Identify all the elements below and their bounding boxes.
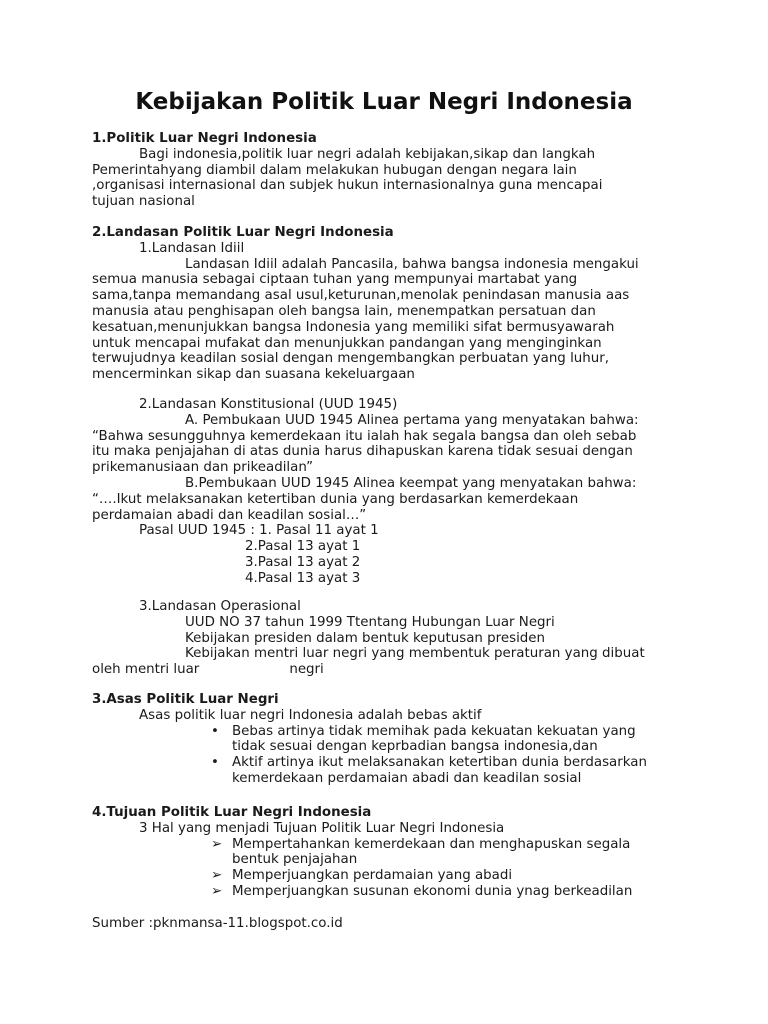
quote-line: perdamaian abadi dan keadilan sosial…” [92, 507, 367, 523]
quote-line: prikemanusiaan dan prikeadilan” [92, 460, 314, 476]
paragraph-line: B.Pembukaan UUD 1945 Alinea keempat yang menyatakan bahwa: [185, 475, 637, 491]
section-heading: 1.Politik Luar Negri Indonesia [92, 131, 317, 146]
bullet-icon: • [211, 723, 219, 739]
paragraph-line: Kebijakan presiden dalam bentuk keputusan presiden [185, 630, 546, 646]
bullet-text: kemerdekaan perdamaian abadi dan keadilan sosial [232, 770, 582, 786]
section-landasan [92, 225, 692, 383]
paragraph-line: manusia atau penghisapan oleh bangsa lain, menempatkan persatuan dan [92, 303, 596, 319]
arrow-bullet-icon: ➢ [211, 883, 223, 899]
paragraph-line: 3 Hal yang menjadi Tujuan Politik Luar Negri Indonesia [139, 820, 505, 836]
arrow-list-item [92, 868, 692, 884]
section-politik-luar-negri [92, 131, 692, 210]
paragraph-line: untuk mencapai mufakat dan menunjukkan pandangan yang menginginkan [92, 335, 602, 351]
bullet-item [92, 724, 692, 740]
paragraph-line: Bagi indonesia,politik luar negri adalah kebijakan,sikap dan langkah [139, 146, 596, 162]
subsection-heading: 1.Landasan Idiil [139, 240, 245, 256]
paragraph-line: Kebijakan mentri luar negri yang membentuk peraturan yang dibuat [185, 646, 645, 662]
paragraph-line [92, 662, 692, 678]
paragraph-line: UUD NO 37 tahun 1999 Ttentang Hubungan Luar Negri [185, 614, 555, 630]
section-heading: 4.Tujuan Politik Luar Negri Indonesia [92, 805, 372, 820]
subsection-konstitusional [92, 397, 692, 587]
pasal-item: 2.Pasal 13 ayat 1 [245, 539, 361, 555]
paragraph-line: ,organisasi internasional dan subjek hukun internasionalnya guna mencapai [92, 178, 603, 194]
bullet-item [92, 755, 692, 771]
arrow-bullet-icon: ➢ [211, 868, 223, 884]
subsection-heading: 2.Landasan Konstitusional (UUD 1945) [139, 397, 398, 412]
paragraph-fragment: oleh mentri luar [92, 662, 200, 678]
arrow-bullet-icon: ➢ [211, 836, 223, 852]
pasal-item: 3.Pasal 13 ayat 2 [245, 554, 361, 570]
list-text: bentuk penjajahan [232, 852, 358, 868]
paragraph-fragment: negri [289, 662, 324, 678]
bullet-icon: • [211, 755, 219, 771]
bullet-text: tidak sesuai dengan keprbadian bangsa indonesia,dan [232, 739, 598, 755]
paragraph-line: Pemerintahyang diambil dalam melakukan hubugan dengan negara lain [92, 162, 577, 178]
source-note [92, 916, 692, 932]
list-text: Memperjuangkan susunan ekonomi dunia ynag berkeadilan [232, 883, 633, 899]
arrow-list-item [92, 837, 692, 853]
quote-line: “Bahwa sesungguhnya kemerdekaan itu ialah hak segala bangsa dan oleh sebab [92, 428, 637, 444]
paragraph-line: sama,tanpa memandang asal usul,keturunan,menolak penindasan manusia aas [92, 288, 630, 304]
section-heading: 3.Asas Politik Luar Negri [92, 692, 279, 707]
quote-line: itu maka penjajahan di atas dunia harus dihapuskan karena tidak sesuai dengan [92, 444, 633, 460]
page-title: Kebijakan Politik Luar Negri Indonesia [135, 89, 633, 115]
pasal-item: 4.Pasal 13 ayat 3 [245, 570, 361, 586]
arrow-list-item [92, 884, 692, 900]
quote-line: “….Ikut melaksanakan ketertiban dunia yang berdasarkan kemerdekaan [92, 491, 579, 507]
source-text: Sumber :pknmansa-11.blogspot.co.id [92, 916, 343, 931]
paragraph-line: Asas politik luar negri Indonesia adalah bebas aktif [139, 707, 482, 723]
paragraph-line: Landasan Idiil adalah Pancasila, bahwa bangsa indonesia mengakui [185, 256, 639, 272]
paragraph-line: A. Pembukaan UUD 1945 Alinea pertama yang menyatakan bahwa: [185, 412, 639, 428]
paragraph-line: mencerminkan sikap dan suasana kekeluargaan [92, 367, 415, 383]
paragraph-line: terwujudnya keadilan sosial dengan mengembangkan perbuatan yang luhur, [92, 351, 610, 367]
section-asas [92, 692, 692, 787]
list-text: Memperjuangkan perdamaian yang abadi [232, 868, 513, 884]
pasal-label: Pasal UUD 1945 : 1. Pasal 11 ayat 1 [139, 523, 379, 539]
section-tujuan [92, 805, 692, 900]
bullet-text: Aktif artinya ikut melaksanakan ketertiban dunia berdasarkan [232, 755, 647, 771]
paragraph-line: kesatuan,menunjukkan bangsa Indonesia yang memiliki sifat bermusyawarah [92, 319, 615, 335]
subsection-operasional [92, 599, 692, 678]
list-text: Mempertahankan kemerdekaan dan menghapuskan segala [232, 836, 631, 852]
paragraph-line: tujuan nasional [92, 194, 195, 210]
paragraph-line: semua manusia sebagai ciptaan tuhan yang mempunyai martabat yang [92, 272, 578, 288]
section-heading: 2.Landasan Politik Luar Negri Indonesia [92, 225, 394, 240]
subsection-heading: 3.Landasan Operasional [139, 599, 301, 614]
bullet-text: Bebas artinya tidak memihak pada kekuatan kekuatan yang [232, 723, 636, 739]
